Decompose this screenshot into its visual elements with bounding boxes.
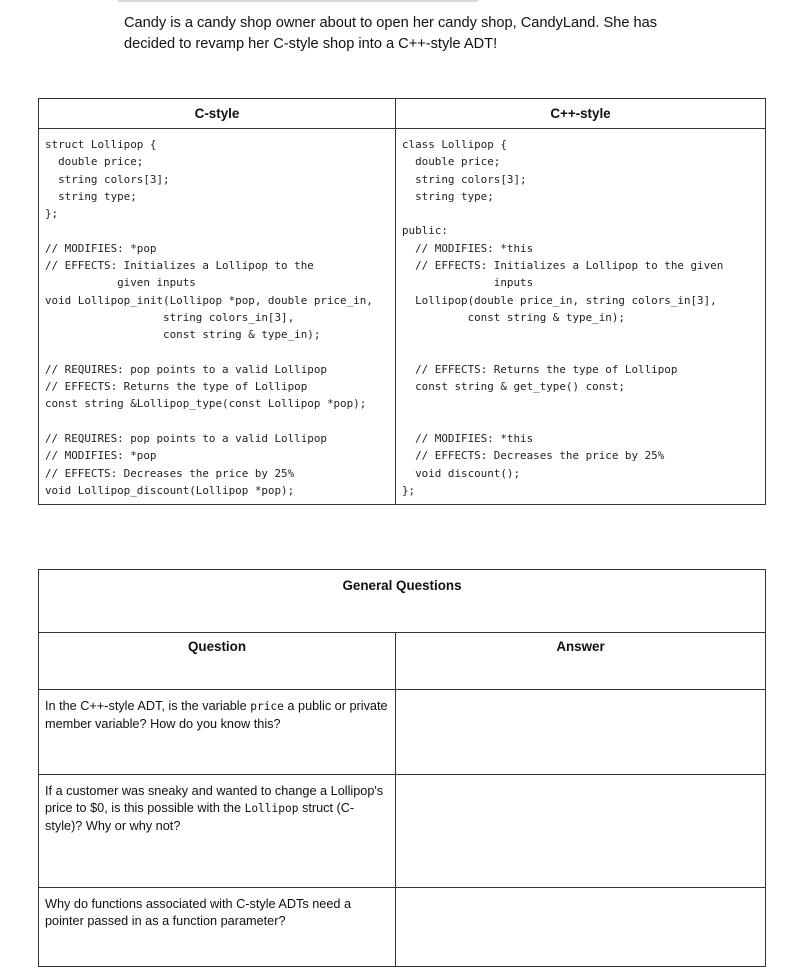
question-2-text-b: struct (C-style)? Why or why not? [45,800,355,833]
cpp-style-code: class Lollipop { double price; string colors[3]; string type; public: // MODIFIES: *this // EFFECTS: Initializes a Lollipop to the given inputs Lollipop(double price_in, string colors_in[3], const string & type_in); // EFFECTS: Returns the type of Lollipop const string & get_type() const; // MODIFIES: *this // EFFECTS: Decreases the price by 25% void discount(); }; [402,138,724,497]
answer-column-header: Answer [396,633,766,690]
question-1-text-a: In the C++-style ADT, is the variable [45,699,251,713]
question-2-text-a: If a customer was sneaky and wanted to change a Lollipop's price to $0, is this possible with the [45,784,384,815]
c-style-header: C-style [39,99,396,129]
page-top-divider [118,0,478,2]
intro-line-1: Candy is a candy shop owner about to open her candy shop, CandyLand. She has [124,15,658,31]
question-2-code: Lollipop [244,801,299,815]
question-3 [39,888,396,967]
comparison-table [38,98,766,505]
cpp-style-code-cell [396,129,766,505]
c-style-code: struct Lollipop { double price; string colors[3]; string type; }; // MODIFIES: *pop // EFFECTS: Initializes a Lollipop to the given inputs void Lollipop_init(Lollipop *pop, double price_in, string colors_in[3], const string & type_in); // REQUIRES: pop points to a valid Lollipop // EFFECTS: Returns the type of Lollipop const string &Lollipop_type(const Lollipop *pop); // REQUIRES: pop points to a valid Lollipop // MODIFIES: *pop // EFFECTS: Decreases the price by 25% void Lollipop_discount(Lollipop *pop); [45,138,373,497]
general-questions-table [38,569,766,967]
question-1 [39,690,396,775]
question-column-header: Question [39,633,396,690]
answer-2-cell[interactable] [396,775,766,888]
intro-line-2: decided to revamp her C-style shop into a C++-style ADT! [124,36,498,52]
cpp-style-header: C++-style [396,99,766,129]
c-style-code-cell [39,129,396,505]
question-2 [39,775,396,888]
answer-1-cell[interactable] [396,690,766,775]
answer-3-cell[interactable] [396,888,766,967]
question-1-text-b: a public or private member variable? How do you know this? [45,699,388,731]
intro-paragraph [124,13,724,55]
question-1-code: price [250,700,284,713]
question-3-text: Why do functions associated with C-style ADTs need a pointer passed in as a function parameter? [45,897,352,928]
general-questions-title: General Questions [39,570,766,633]
